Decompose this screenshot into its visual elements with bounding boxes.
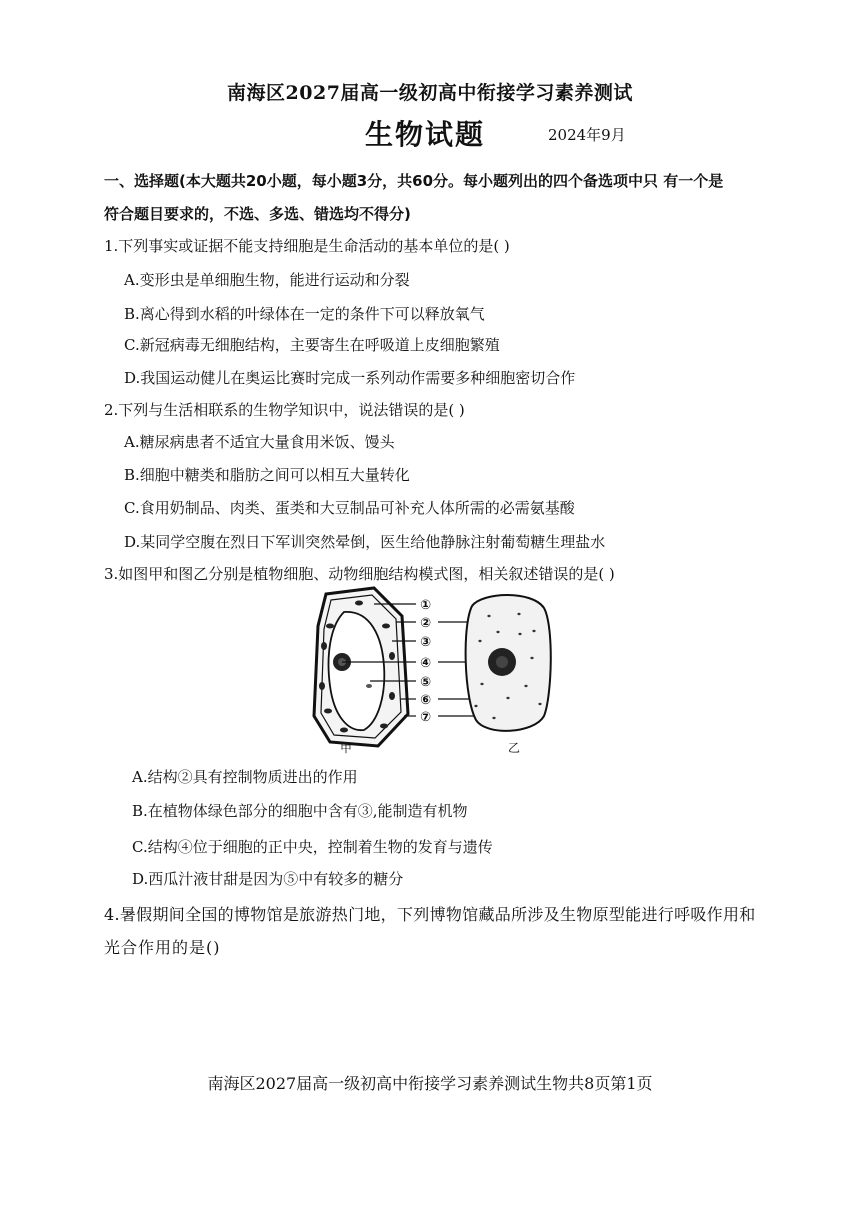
question-2-option-a: A.糖尿病患者不适宜大量食用米饭、馒头 xyxy=(124,433,395,451)
label-1: ① xyxy=(420,598,432,613)
animal-cell xyxy=(466,595,551,731)
question-2-option-c: C.食用奶制品、肉类、蛋类和大豆制品可补充人体所需的必需氨基酸 xyxy=(124,499,575,517)
label-3: ③ xyxy=(420,635,432,650)
label-6: ⑥ xyxy=(420,693,432,708)
section-instructions-line1: 一、选择题(本大题共20小题，每小题3分，共60分。每小题列出的四个备选项中只 有一个是 xyxy=(104,172,724,190)
number-labels xyxy=(420,598,431,725)
exam-title: 南海区2027届高一级初高中衔接学习素养测试 xyxy=(227,82,633,104)
label-4: ④ xyxy=(420,656,432,671)
question-1-option-b: B.离心得到水稻的叶绿体在一定的条件下可以释放氧气 xyxy=(124,305,485,323)
question-2-option-b: B.细胞中糖类和脂肪之间可以相互大量转化 xyxy=(124,466,410,484)
question-3-option-a: A.结构②具有控制物质进出的作用 xyxy=(132,768,358,786)
label-2: ② xyxy=(420,616,432,631)
cell-diagram xyxy=(304,586,554,756)
label-5: ⑤ xyxy=(420,675,432,690)
page-footer: 南海区2027届高一级初高中衔接学习素养测试生物共8页第1页 xyxy=(207,1074,653,1093)
section-instructions-line2: 符合题目要求的，不选、多选、错选均不得分) xyxy=(104,205,411,223)
question-3-option-c: C.结构④位于细胞的正中央，控制着生物的发育与遗传 xyxy=(132,838,493,856)
question-2-option-d: D.某同学空腹在烈日下军训突然晕倒，医生给他静脉注射葡萄糖生理盐水 xyxy=(124,533,606,551)
plant-cell xyxy=(314,588,408,746)
question-3-option-d: D.西瓜汁液甘甜是因为⑤中有较多的糖分 xyxy=(132,870,404,888)
question-3-stem: 3.如图甲和图乙分别是植物细胞、动物细胞结构模式图，相关叙述错误的是( ) xyxy=(104,565,615,583)
subject-title: 生物试题 xyxy=(365,118,486,151)
question-1-option-d: D.我国运动健儿在奥运比赛时完成一系列动作需要多种细胞密切合作 xyxy=(124,369,576,387)
label-7: ⑦ xyxy=(420,710,432,725)
cell-structure-figure xyxy=(304,586,554,756)
exam-date: 2024年9月 xyxy=(548,126,626,144)
figure-caption-left: 甲 xyxy=(340,741,353,755)
question-2-stem: 2.下列与生活相联系的生物学知识中，说法错误的是( ) xyxy=(104,401,465,419)
question-1-option-a: A.变形虫是单细胞生物，能进行运动和分裂 xyxy=(124,271,410,289)
question-4-stem-line1: 4.暑假期间全国的博物馆是旅游热门地，下列博物馆藏品所涉及生物原型能进行呼吸作用和 xyxy=(104,905,756,924)
question-4-stem-line2: 光合作用的是() xyxy=(104,938,221,957)
question-1-stem: 1.下列事实或证据不能支持细胞是生命活动的基本单位的是( ) xyxy=(104,237,510,255)
figure-caption-right: 乙 xyxy=(508,741,521,755)
question-1-option-c: C.新冠病毒无细胞结构，主要寄生在呼吸道上皮细胞繁殖 xyxy=(124,336,500,354)
question-3-option-b: B.在植物体绿色部分的细胞中含有③,能制造有机物 xyxy=(132,802,468,820)
